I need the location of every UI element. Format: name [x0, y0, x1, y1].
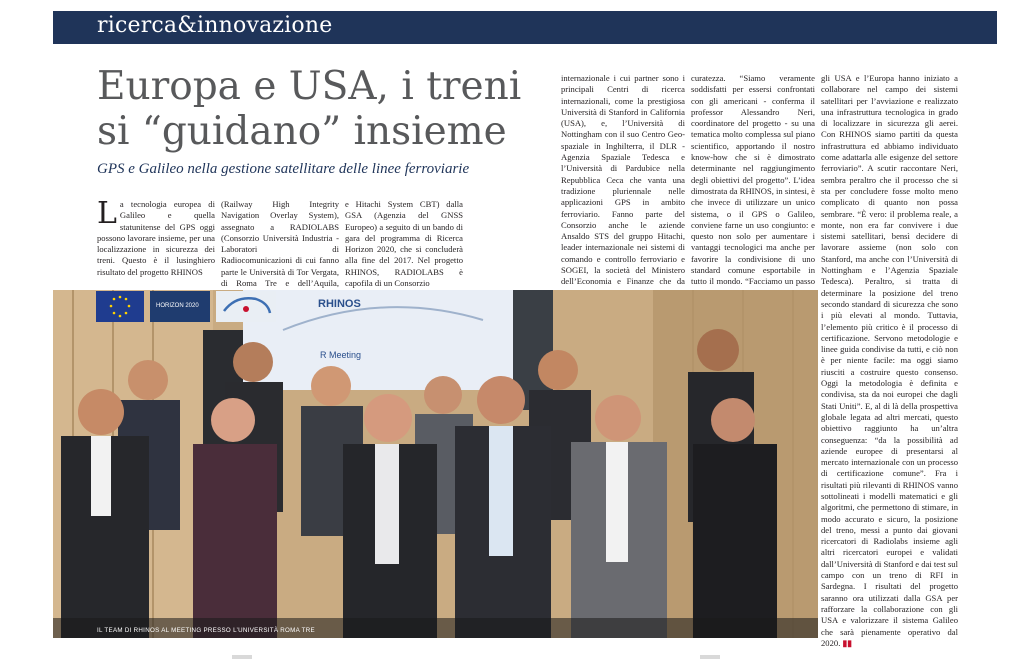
screen-brand-text: RHINOS [318, 298, 361, 310]
body-column-1 [97, 196, 215, 278]
photo-caption: IL TEAM DI RHINOS AL MEETING PRESSO L’UNIVERSITÀ ROMA TRE [97, 627, 315, 634]
drop-cap: L [97, 196, 117, 231]
group-photo [53, 290, 818, 638]
page-edge-mark-right [700, 655, 720, 659]
radiolabs-logo [216, 291, 276, 322]
body-text-6: gli USA e l’Europa hanno iniziato a collaborare nel campo dei sistemi satellitari per l’avviazione e realizzato una infrastruttura tecnologica in grado di localizzare in sicurezza gli aerei. Con RHINOS siamo partiti da questa infrastruttura ed abbiamo individuato come adattarla alle esigenze del settore ferroviario”. A scutir raccontare Neri, sembra peraltro che il processo che si sta per concludere fosse molto meno complicato di quanto non possa sembrare. “È vero: il problema reale, a monte, non era far convivere i due sistemi satellitari, bensì decidere di lavorare assieme (non solo con Stanford, ma anche con l’Università di Nottingham e l’Agenzia Spaziale Tedesca). Peraltro, si tratta di determinare la posizione del treno secondo standard di sicurezza che sono i più elevati al mondo. Tuttavia, l’elemento più critico è il processo di certificazione. Servono metodologie e linee guida condivise da tutti, e ciò non è per niente facile: ma oggi siamo riusciti a costruire questo consenso. Oggi la metodologia è definita e condivisa, sta da noi europei che dagli Stati Uniti”. E, al di là della prospettiva globale legata ad altri mercati, questo obiettivo raggiunto ha un’altra conseguenza: “da la possibilità ad aziende europee di presentarsi al mercato internazionale con un processo di certificazione comune”. Fra i risultati più rilevanti di RHINOS vanno sottolineati i modelli matematici e gli algoritmi, che permettono di stimare, in modo accurato e sicuro, la posizione del treno, messi a punto dai giovani ricercatori di Radiolabs insieme agli altri ricercatori europei e validati dall’Università di Stanford e dai test sul campo con un treno di RFI in Sardegna. I risultati del progetto saranno ora utilizzati dalla GSA per rafforzare la collaborazione con gli USA e valorizzare il sistema Galileo che sarà pienamente operativo dal 2020. [821, 73, 958, 648]
end-of-article-mark: ▮▮ [842, 637, 852, 648]
body-text-1: a tecnologia europea di Galileo e quella statunitense del GPS oggi possono lavorare insieme, per una localizzazione in sicurezza dei treni. Questo è il lusinghiero risultato del progetto RHINOS [97, 199, 215, 277]
headline-line-1: Europa e USA, i treni [97, 64, 522, 109]
body-column-6 [821, 73, 958, 649]
section-title: ricerca&innovazione [97, 13, 333, 38]
article-subhead: GPS e Galileo nella gestione satellitare delle linee ferroviarie [97, 161, 470, 177]
body-column-3: e Hitachi System CBT) dalla GSA (Agenzia del GNSS Europeo) a seguito di un bando di gara del programma di Ricerca Horizon 2020, che si concluderà alla fine del 2017. Nel progetto RHINOS, RADIOLABS è capofila di un Consorzio [345, 199, 463, 289]
article-headline [97, 64, 557, 154]
screen-meeting-text: R Meeting [320, 350, 362, 360]
body-column-4: internazionale i cui partner sono i principali Centri di ricerca internazionali, come la prestigiosa Università di Stanford in California (USA), e, l’Università di Nottingham con il suo Centro Geo-spaziale in Inghilterra, il DLR - Agenzia Spaziale Tedesca e l’Università di Pardubice nella Repubblica Ceca che vanta una tradizione pluriennale nelle applicazioni GPS in ambito ferroviario. Fanno parte del Consorzio anche le aziende Ansaldo STS del gruppo Hitachi, leader internazionale nei sistemi di comando e controllo ferroviario e SOGEI, la società del Ministero dell’Economia e Finanze che da [561, 73, 685, 287]
eu-flag-logo [96, 291, 144, 322]
horizon-2020-logo [150, 291, 210, 322]
page-edge-mark-left [232, 655, 252, 659]
headline-line-2: si “guidano” insieme [97, 109, 507, 154]
body-column-5: curatezza. “Siamo veramente soddisfatti per essersi confrontati con gli americani - conferma il professor Alessandro Neri, coordinatore del progetto - su una tematica molto complessa sul piano scientifico, apportando il nostro know-how che si è dimostrato determinante nel raggiungimento degli obiettivi del progetto”. L’idea dimostrata da RHINOS, in sintesi, è che invece di utilizzare un unico sistema, o il GPS o Galileo, conviene farne un uso congiunto: e questo non solo per aumentare i vantaggi tecnologici ma anche per favorire la condivisione di uno standard comune esportabile in tutto il mondo. “Facciamo un passo [691, 73, 815, 287]
horizon-2020-label: HORIZON 2020 [156, 303, 199, 309]
body-column-2: (Railway High Integrity Navigation Overlay System), assegnato a RADIOLABS (Consorzio Università Industria - Laboratori di Radiocomunicazioni di cui fanno parte le Università di Tor Vergata, di Roma Tre e dell’Aquila, [221, 199, 339, 289]
